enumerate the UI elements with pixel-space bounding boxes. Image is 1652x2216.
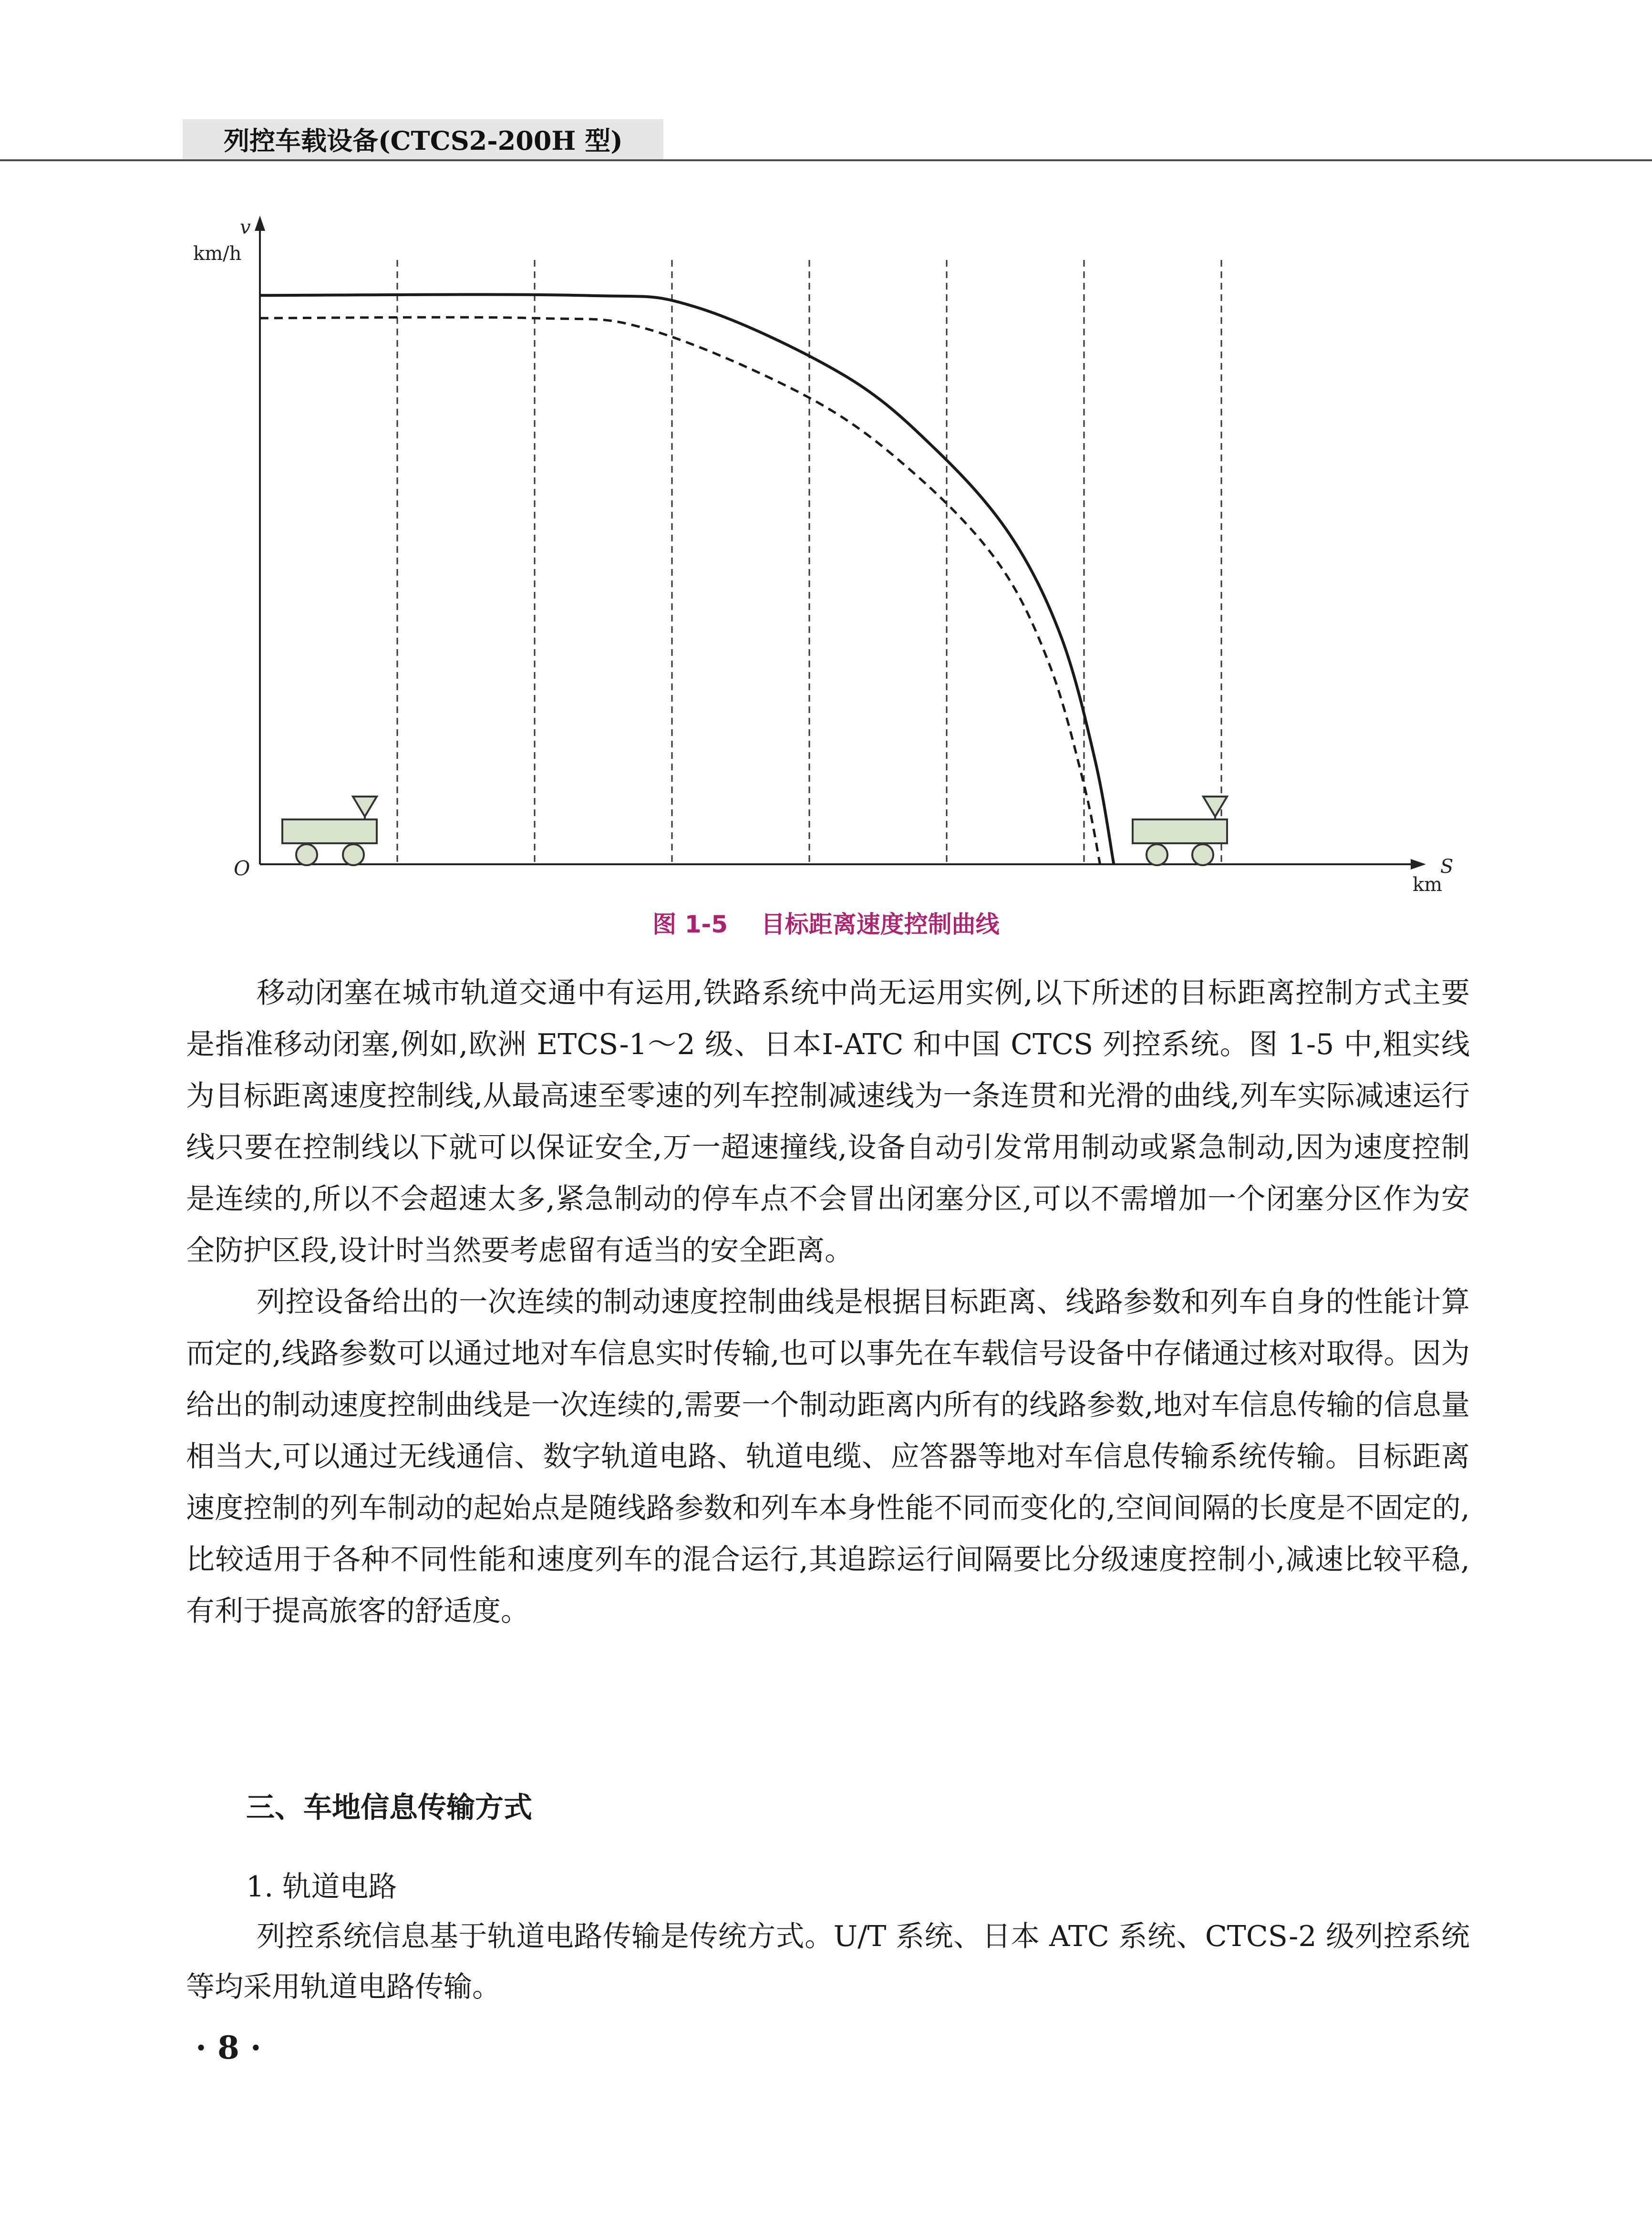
figure-caption-number: 图 1-5 [652,911,728,938]
signal-triangle-icon [1203,797,1227,817]
figure-caption-title: 目标距离速度控制曲线 [761,911,1000,938]
x-axis-arrow-icon [1411,859,1426,870]
figure-caption [0,908,1652,941]
origin-label: O [234,857,250,880]
actual-deceleration-curve [260,317,1100,864]
x-axis-unit: km [1413,874,1443,896]
train-icon [1133,797,1227,865]
speed-distance-figure [0,0,1652,906]
y-axis-unit: km/h [193,243,242,265]
subsection-heading: 1. 轨道电路 [246,1870,397,1904]
target-distance-control-curve [260,295,1114,864]
paragraph: 列控设备给出的一次连续的制动速度控制曲线是根据目标距离、线路参数和列车自身的性能计算而定的,线路参数可以通过地对车信息实时传输,也可以事先在车载信号设备中存储通过核对取得。因为给出的制动速度控制曲线是一次连续的,需要一个制动距离内所有的线路参数,地对车信息传输的信息量相当大,可以通过无线通信、数字轨道电路、轨道电缆、应答器等地对车信息传输系统传输。目标距离速度控制的列车制动的起始点是随线路参数和列车本身性能不同而变化的,空间间隔的长度是不固定的,比较适用于各种不同性能和速度列车的混合运行,其追踪运行间隔要比分级速度控制小,减速比较平稳,有利于提高旅客的舒适度。 [186,1285,1470,1628]
page-number: · 8 · [196,2029,261,2066]
y-axis-symbol: v [240,217,251,238]
body-text [186,967,1470,1637]
paragraph: 移动闭塞在城市轨道交通中有运用,铁路系统中尚无运用实例,以下所述的目标距离控制方式主要是指准移动闭塞,例如,欧洲 ETCS-1～2 级、日本Ⅰ-ATC 和中国 CTCS 列控系统。图 1-5 中,粗实线为目标距离速度控制线,从最高速至零速的列车控制减速线为一条连贯和光滑的曲线,列车实际减速运行线只要在控制线以下就可以保证安全,万一超速撞线,设备自动引发常用制动或紧急制动,因为速度控制是连续的,所以不会超速太多,紧急制动的停车点不会冒出闭塞分区,可以不需增加一个闭塞分区作为安全防护区段,设计时当然要考虑留有适当的安全距离。 [186,976,1470,1267]
y-axis-arrow-icon [255,216,265,231]
signal-triangle-icon [353,797,377,817]
running-header: 列控车载设备(CTCS2-200H 型) [183,119,663,160]
section-heading: 三、车地信息传输方式 [246,1791,532,1824]
x-axis-symbol: S [1440,856,1454,878]
train-icon [282,797,377,865]
paragraph: 列控系统信息基于轨道电路传输是传统方式。U/T 系统、日本 ATC 系统、CTCS-2 级列控系统等均采用轨道电路传输。 [186,1920,1470,2004]
